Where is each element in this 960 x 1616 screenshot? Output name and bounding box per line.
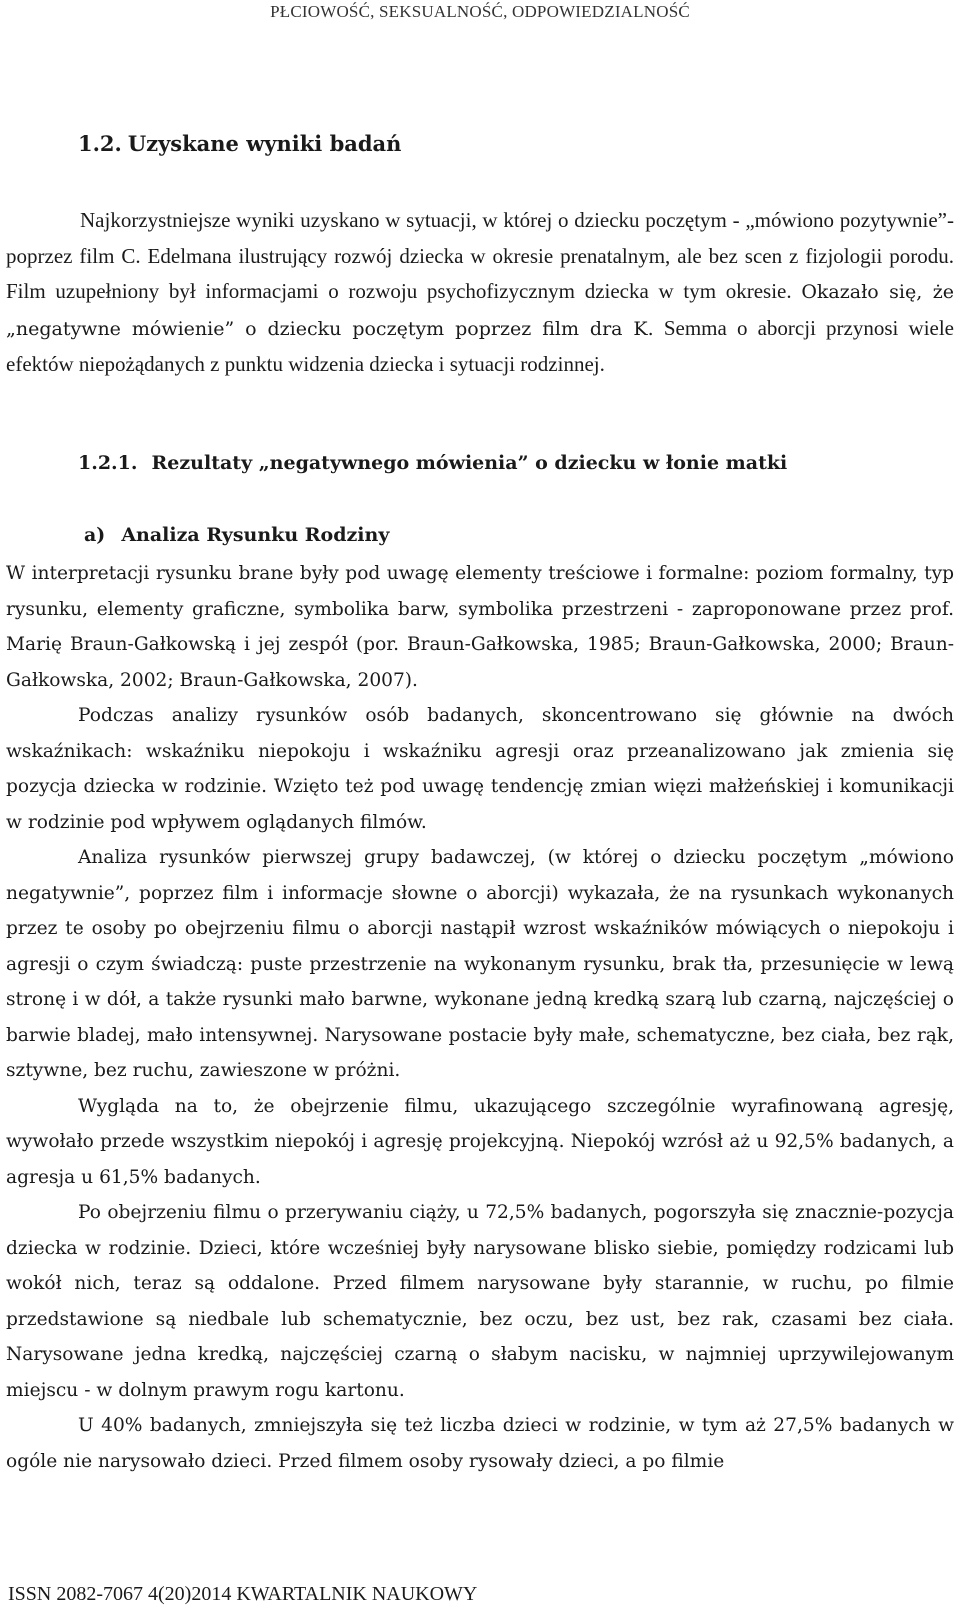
intro-part-3: Semma o aborcji przynosi wiele efektów niepożądanych z punktu widzenia dziecka i sytuacji rodzinnej.	[6, 315, 955, 376]
paragraph: W interpretacji rysunku brane były pod uwagę elementy treściowe i formalne: poziom formalny, typ rysunku, elementy graficzne, symbolika barw, symbolika przestrzeni - zaproponowane przez prof. Marię Braun-Gałkowską i jej zespół (por. Braun-Gałkowska, 1985; Braun-Gałkowska, 2000; Braun-Gałkowska, 2002; Braun-Gałkowska, 2007).	[6, 563, 954, 691]
subsection-number: 1.2.1.	[78, 452, 138, 474]
section-title-text: Uzyskane wyniki badań	[127, 131, 402, 156]
subsection-title-text: Rezultaty „negatywnego mówienia” o dziecku w łonie matki	[151, 452, 788, 474]
body-text	[6, 556, 954, 1479]
item-title	[84, 524, 389, 546]
paragraph: Analiza rysunków pierwszej grupy badawczej, (w której o dziecku poczętym „mówiono negatywnie”, poprzez film i informacje słowne o aborcji) wykazała, że na rysunkach wykonanych przez te osoby po obejrzeniu filmu o aborcji nastąpił wzrost wskaźników mówiących o niepokoju i agresji o czym świadczą: puste przestrzenie na wykonanym rysunku, brak tła, przesunięcie w lewą stronę i w dół, a także rysunki mało barwne, wykonane jedną kredką szarą lub czarną, najczęściej o barwie bladej, mało intensywnej. Narysowane postacie były małe, schematyczne, bez ciała, bez rąk, sztywne, bez ruchu, zawieszone w próżni.	[6, 847, 954, 1081]
intro-part-1: Najkorzystniejsze wyniki uzyskano w sytuacji, w której o dziecku poczętym - „mówiono pozytywnie”- poprzez film C. Edelmana ilustrujący rozwój dziecka w okresie prenatalnym, ale bez scen z fizjologii porodu. Film uzupełniony był informacjami o rozwoju psychofizycznym dziecka w tym okresie.	[6, 208, 954, 303]
intro-part-2: Okazało się, że „negatywne mówienie” o dziecku poczętym poprzez film dra K.	[6, 281, 955, 340]
paragraph: Podczas analizy rysunków osób badanych, skoncentrowano się głównie na dwóch wskaźnikach: wskaźniku niepokoju i wskaźniku agresji oraz przeanalizowano jak zmienia się pozycja dziecka w rodzinie. Wzięto też pod uwagę tendencję zmian więzi małżeńskiej i komunikacji w rodzinie pod wpływem oglądanych filmów.	[6, 705, 954, 833]
paragraph: Wygląda na to, że obejrzenie filmu, ukazującego szczególnie wyrafinowaną agresję, wywołało przede wszystkim niepokój i agresję projekcyjną. Niepokój wzrósł aż u 92,5% badanych, a agresja u 61,5% badanych.	[6, 1095, 954, 1188]
item-letter: a)	[84, 524, 106, 546]
paragraph: U 40% badanych, zmniejszyła się też liczba dzieci w rodzinie, w tym aż 27,5% badanych w ogóle nie narysowało dzieci. Przed filmem osoby rysowały dzieci, a po filmie	[6, 1415, 954, 1472]
footer-issn: ISSN 2082-7067 4(20)2014 KWARTALNIK NAUKOWY	[8, 1583, 478, 1605]
subsection-title	[78, 452, 787, 474]
intro-paragraph	[6, 203, 954, 383]
section-number: 1.2.	[78, 131, 122, 156]
item-title-text: Analiza Rysunku Rodziny	[121, 524, 390, 546]
paragraph: Po obejrzeniu filmu o przerywaniu ciąży, u 72,5% badanych, pogorszyła się znacznie-pozycja dziecka w rodzinie. Dzieci, które wcześniej były narysowane blisko siebie, pomiędzy rodzicami lub wokół nich, teraz są oddalone. Przed filmem narysowane były starannie, w ruchu, po filmie przedstawione są niedbale lub schematycznie, bez oczu, bez ust, bez rak, czasami bez ciała. Narysowane jedna kredką, najczęściej czarną o słabym nacisku, w najmniej uprzywilejowanym miejscu - w dolnym prawym rogu kartonu.	[6, 1202, 954, 1401]
section-title	[78, 131, 401, 156]
running-head: PŁCIOWOŚĆ, SEKSUALNOŚĆ, ODPOWIEDZIALNOŚĆ	[270, 2, 690, 21]
